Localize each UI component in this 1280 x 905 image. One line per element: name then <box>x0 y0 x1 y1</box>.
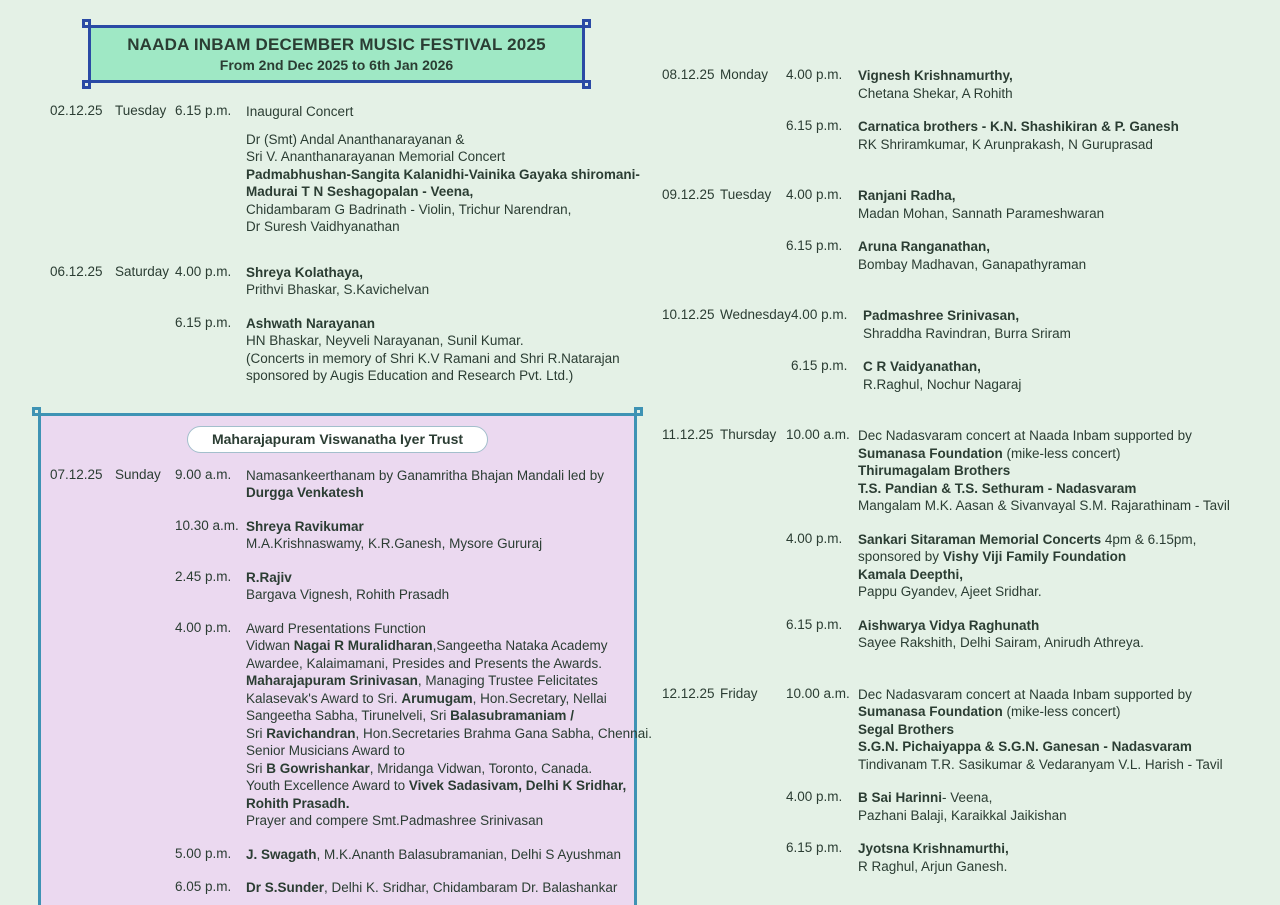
event-line <box>246 879 634 897</box>
event-line <box>858 858 1272 876</box>
corner-ornament-icon <box>582 19 591 28</box>
event-lines <box>246 846 634 864</box>
event-line <box>246 131 638 149</box>
event-line <box>863 325 1272 343</box>
artist-name: Ashwath Narayanan <box>246 315 376 331</box>
artist-name: Padmabhushan-Sangita Kalanidhi-Vainika Gayaka shiromani- <box>246 166 640 182</box>
event-block <box>650 67 1272 153</box>
artist-name: Shreya Kolathaya, <box>246 264 364 280</box>
event-date: 11.12.25 <box>662 427 714 442</box>
event-line <box>858 789 1272 807</box>
event-text: Award Presentations Function <box>246 620 426 636</box>
event-line <box>246 148 638 166</box>
event-line <box>863 376 1272 394</box>
event-slots <box>175 466 652 897</box>
event-time: 6.15 p.m. <box>791 358 848 373</box>
event-lines <box>858 118 1272 153</box>
event-text: Dr Suresh Vaidhyanathan <box>246 219 400 234</box>
event-line <box>858 427 1272 445</box>
artist-name: Thirumagalam Brothers <box>858 463 1011 478</box>
event-line <box>246 103 638 121</box>
corner-ornament-icon <box>634 407 643 416</box>
artist-name: T.S. Pandian & T.S. Sethuram - Nadasvaram <box>858 480 1137 496</box>
event-lines <box>858 686 1272 774</box>
event-line <box>246 350 638 368</box>
event-day: Saturday <box>115 263 170 279</box>
event-text: Youth Excellence Award to <box>246 778 409 793</box>
event-slot <box>786 187 1272 222</box>
artist-name: Vivek Sadasivam, Delhi K Sridhar, <box>408 778 627 793</box>
event-line <box>246 367 638 385</box>
event-slot <box>175 467 634 502</box>
event-day: Monday <box>720 67 769 82</box>
event-day: Friday <box>720 685 758 701</box>
event-slot <box>786 840 1272 875</box>
event-date: 02.12.25 <box>50 103 103 118</box>
event-line <box>858 445 1272 463</box>
event-slot <box>786 427 1272 515</box>
event-line <box>246 201 638 219</box>
event-text: Vidwan <box>246 638 294 653</box>
artist-name: S.G.N. Pichaiyappa & S.G.N. Ganesan - Nadasvaram <box>858 739 1192 754</box>
event-slot <box>791 307 1272 342</box>
event-lines <box>246 264 638 299</box>
event-text: HN Bhaskar, Neyveli Narayanan, Sunil Kumar. <box>246 333 524 348</box>
event-line <box>246 121 638 131</box>
event-time: 10.30 a.m. <box>175 517 239 533</box>
festival-header-box <box>88 25 585 83</box>
event-text: Awardee, Kalaimamani, Presides and Presents the Awards. <box>246 655 602 671</box>
event-slot <box>786 118 1272 153</box>
event-slot <box>175 846 634 864</box>
corner-ornament-icon <box>32 407 41 416</box>
event-lines <box>246 518 634 553</box>
artist-name: Ravichandran <box>266 725 356 741</box>
event-text: sponsored by Augis Education and Research Pvt. Ltd.) <box>246 368 574 383</box>
event-time: 6.15 p.m. <box>786 238 843 253</box>
event-time: 10.00 a.m. <box>786 685 850 701</box>
event-text: R.Raghul, Nochur Nagaraj <box>863 376 1022 392</box>
event-line <box>246 484 634 502</box>
event-text: Pappu Gyandev, Ajeet Sridhar. <box>858 584 1042 599</box>
event-line <box>246 777 634 795</box>
event-text: Mangalam M.K. Aasan & Sivanvayal S.M. Rajarathinam - Tavil <box>858 498 1230 513</box>
event-block <box>38 103 638 236</box>
event-slot <box>786 531 1272 601</box>
corner-ornament-icon <box>82 19 91 28</box>
event-line <box>246 672 634 690</box>
event-line <box>858 686 1272 704</box>
schedule-right-column <box>650 67 1272 905</box>
event-text: Sri <box>246 725 267 741</box>
event-text: M.A.Krishnaswamy, K.R.Ganesh, Mysore Gururaj <box>246 536 543 551</box>
event-day: Tuesday <box>720 187 772 202</box>
event-text: sponsored by <box>858 549 943 564</box>
event-line <box>858 118 1272 136</box>
event-line <box>246 637 634 655</box>
event-lines <box>246 315 638 385</box>
event-slots <box>786 686 1272 876</box>
event-line <box>858 756 1272 774</box>
event-time: 10.00 a.m. <box>786 427 850 442</box>
event-day: Thursday <box>720 427 777 442</box>
event-time: 4.00 p.m. <box>786 67 843 82</box>
event-text: Sayee Rakshith, Delhi Sairam, Anirudh Athreya. <box>858 635 1144 650</box>
event-lines <box>858 187 1272 222</box>
trust-label-pill: Maharajapuram Viswanatha Iyer Trust <box>187 426 488 453</box>
event-line <box>858 85 1272 103</box>
event-line <box>858 256 1272 274</box>
artist-name: Rohith Prasadh. <box>246 795 350 811</box>
artist-name: Balasubramaniam / <box>450 708 574 723</box>
event-text: Tindivanam T.R. Sasikumar & Vedaranyam V.L. Harish - Tavil <box>858 756 1223 772</box>
event-slot <box>175 315 638 385</box>
artist-name: Shreya Ravikumar <box>246 518 364 534</box>
event-line <box>246 264 638 282</box>
event-day: Tuesday <box>115 103 167 118</box>
event-line <box>858 566 1272 584</box>
event-text: Prithvi Bhaskar, S.Kavichelvan <box>246 282 430 297</box>
event-lines <box>246 569 634 604</box>
event-lines <box>863 307 1272 342</box>
event-line <box>858 617 1272 635</box>
event-line <box>246 760 634 778</box>
event-slot <box>786 617 1272 652</box>
event-line <box>858 136 1272 154</box>
event-time: 6.15 p.m. <box>175 314 232 330</box>
event-lines <box>858 617 1272 652</box>
event-line <box>246 742 634 760</box>
artist-name: R.Rajiv <box>246 569 292 585</box>
event-date: 12.12.25 <box>662 685 715 701</box>
event-time: 6.15 p.m. <box>786 840 843 855</box>
event-line <box>858 238 1272 256</box>
event-text: Shraddha Ravindran, Burra Sriram <box>863 325 1071 341</box>
artist-name: J. Swagath <box>246 846 317 862</box>
event-slot <box>786 67 1272 102</box>
event-lines <box>246 879 634 897</box>
event-date: 09.12.25 <box>662 187 715 202</box>
event-date: 07.12.25 <box>50 466 103 482</box>
event-slot <box>175 879 634 897</box>
event-time: 4.00 p.m. <box>786 530 843 546</box>
event-line <box>246 655 634 673</box>
artist-name: B Gowrishankar <box>266 760 370 776</box>
event-slot <box>175 619 652 830</box>
event-slot <box>786 686 1272 774</box>
festival-date-range: From 2nd Dec 2025 to 6th Jan 2026 <box>219 57 454 73</box>
event-text: RK Shriramkumar, K Arunprakash, N Guruprasad <box>858 136 1153 152</box>
trust-section-box <box>38 413 652 905</box>
event-text: Dr (Smt) Andal Ananthanarayanan & <box>246 131 465 147</box>
artist-name: Dr S.Sunder <box>246 880 325 895</box>
event-line <box>858 738 1272 756</box>
event-time: 4.00 p.m. <box>786 187 843 202</box>
event-time: 6.05 p.m. <box>175 879 232 894</box>
event-line <box>858 548 1272 566</box>
event-time: 6.15 p.m. <box>786 118 843 133</box>
event-text: Sri V. Ananthanarayanan Memorial Concert <box>246 149 506 164</box>
event-line <box>858 205 1272 223</box>
event-line <box>246 812 634 830</box>
event-line <box>858 721 1272 739</box>
event-lines <box>858 67 1272 102</box>
event-slot <box>786 789 1272 824</box>
event-slots <box>175 103 638 236</box>
event-text: Dec Nadasvaram concert at Naada Inbam supported by <box>858 686 1192 702</box>
event-text: Senior Musicians Award to <box>246 743 405 758</box>
event-date: 10.12.25 <box>662 307 715 322</box>
event-text: , Managing Trustee Felicitates <box>417 673 598 688</box>
artist-name: Nagai R Muralidharan <box>293 638 433 653</box>
event-text: , Hon.Secretary, Nellai <box>472 690 607 706</box>
event-date: 06.12.25 <box>50 263 103 279</box>
artist-name: Sumanasa Foundation <box>858 704 1003 719</box>
event-text: , M.K.Ananth Balasubramanian, Delhi S Ayushman <box>316 846 621 862</box>
event-line <box>246 846 634 864</box>
event-line <box>858 583 1272 601</box>
event-line <box>858 462 1272 480</box>
event-time: 9.00 a.m. <box>175 466 232 482</box>
event-line <box>246 467 634 485</box>
event-line <box>246 183 638 201</box>
event-slots <box>175 264 638 385</box>
event-slots <box>786 67 1272 153</box>
event-text: Prayer and compere Smt.Padmashree Srinivasan <box>246 813 544 828</box>
event-slot <box>175 569 634 604</box>
event-lines <box>858 789 1272 824</box>
event-text: Madan Mohan, Sannath Parameshwaran <box>858 205 1105 221</box>
event-text: Kalasevak's Award to Sri. <box>246 690 402 706</box>
event-lines <box>246 620 652 830</box>
event-line <box>863 307 1272 325</box>
event-block <box>650 187 1272 273</box>
event-text: Bargava Vignesh, Rohith Prasadh <box>246 587 450 602</box>
event-line <box>863 358 1272 376</box>
event-time: 5.00 p.m. <box>175 845 232 861</box>
event-date: 08.12.25 <box>662 67 715 82</box>
event-text: Sri <box>246 760 267 776</box>
event-block <box>38 264 638 385</box>
event-text: Pazhani Balaji, Karaikkal Jaikishan <box>858 807 1067 823</box>
artist-name: Carnatica brothers - K.N. Shashikiran & P. Ganesh <box>858 119 1179 134</box>
event-slots <box>786 187 1272 273</box>
event-text: (mike-less concert) <box>1002 704 1121 719</box>
event-slot <box>175 264 638 299</box>
event-line <box>858 703 1272 721</box>
artist-name: B Sai Harinni <box>858 790 943 805</box>
artist-name: Aruna Ranganathan, <box>858 239 991 254</box>
event-text: Bombay Madhavan, Ganapathyraman <box>858 256 1087 272</box>
event-slot <box>175 518 634 553</box>
event-lines <box>863 358 1272 393</box>
event-line <box>858 840 1272 858</box>
event-line <box>246 586 634 604</box>
artist-name: Aishwarya Vidya Raghunath <box>858 617 1040 633</box>
schedule-left-column <box>38 103 652 905</box>
event-text: R Raghul, Arjun Ganesh. <box>858 858 1008 874</box>
event-text: Chetana Shekar, A Rohith <box>858 85 1013 101</box>
event-slots <box>786 427 1272 652</box>
event-line <box>246 690 634 708</box>
event-day: Wednesday <box>720 307 792 322</box>
event-lines <box>246 103 638 236</box>
event-lines <box>858 531 1272 601</box>
artist-name: Durgga Venkatesh <box>246 485 364 500</box>
corner-ornament-icon <box>582 80 591 89</box>
event-line <box>246 707 634 725</box>
event-line <box>858 480 1272 498</box>
event-text: 4pm & 6.15pm, <box>1101 531 1197 547</box>
event-lines <box>246 467 634 502</box>
event-lines <box>858 840 1272 875</box>
event-line <box>246 218 638 236</box>
event-line <box>858 531 1272 549</box>
event-lines <box>858 427 1272 515</box>
event-text: (mike-less concert) <box>1002 445 1121 461</box>
event-text: Dec Nadasvaram concert at Naada Inbam supported by <box>858 428 1192 443</box>
event-line <box>858 67 1272 85</box>
event-text: - Veena, <box>942 790 993 805</box>
event-text: (Concerts in memory of Shri K.V Ramani and Shri R.Natarajan <box>246 350 620 366</box>
event-block <box>650 307 1272 393</box>
artist-name: Ranjani Radha, <box>858 188 956 203</box>
event-text: Inaugural Concert <box>246 104 354 119</box>
event-time: 2.45 p.m. <box>175 568 232 584</box>
event-line <box>246 725 652 743</box>
artist-name: Segal Brothers <box>858 721 955 737</box>
event-line <box>858 807 1272 825</box>
artist-name: C R Vaidyanathan, <box>863 359 981 374</box>
event-line <box>858 187 1272 205</box>
artist-name: Padmashree Srinivasan, <box>863 308 1020 323</box>
event-text: Namasankeerthanam by Ganamritha Bhajan Mandali led by <box>246 467 604 483</box>
event-line <box>246 535 634 553</box>
artist-name: Sumanasa Foundation <box>858 445 1003 461</box>
artist-name: Madurai T N Seshagopalan - Veena, <box>246 184 474 199</box>
event-time: 6.15 p.m. <box>175 103 232 118</box>
event-block <box>41 466 652 897</box>
event-text: , Hon.Secretaries Brahma Gana Sabha, Chennai. <box>355 725 652 741</box>
festival-title: NAADA INBAM DECEMBER MUSIC FESTIVAL 2025 <box>127 35 546 54</box>
artist-name: Maharajapuram Srinivasan <box>246 673 418 688</box>
event-text: , Mridanga Vidwan, Toronto, Canada. <box>369 760 593 776</box>
event-line <box>858 634 1272 652</box>
corner-ornament-icon <box>82 80 91 89</box>
artist-name: Kamala Deepthi, <box>858 566 964 582</box>
artist-name: Vignesh Krishnamurthy, <box>858 68 1013 83</box>
event-line <box>246 620 634 638</box>
artist-name: Arumugam <box>401 690 473 706</box>
event-block <box>650 686 1272 876</box>
event-text: ,Sangeetha Nataka Academy <box>432 638 608 653</box>
artist-name: Sankari Sitaraman Memorial Concerts <box>858 531 1102 547</box>
event-line <box>246 166 638 184</box>
event-slots <box>791 307 1272 393</box>
event-block <box>650 427 1272 652</box>
event-line <box>246 281 638 299</box>
event-time: 6.15 p.m. <box>786 616 843 632</box>
event-line <box>246 569 634 587</box>
event-time: 4.00 p.m. <box>175 263 232 279</box>
event-text: Chidambaram G Badrinath - Violin, Trichur Narendran, <box>246 201 572 217</box>
event-text: , Delhi K. Sridhar, Chidambaram Dr. Balashankar <box>324 880 618 895</box>
event-line <box>246 315 638 333</box>
event-lines <box>858 238 1272 273</box>
event-time: 4.00 p.m. <box>786 789 843 804</box>
event-line <box>246 518 634 536</box>
artist-name: Jyotsna Krishnamurthi, <box>858 841 1009 856</box>
event-time: 4.00 p.m. <box>175 619 232 635</box>
event-line <box>858 497 1272 515</box>
event-day: Sunday <box>115 466 161 482</box>
event-time: 4.00 p.m. <box>791 307 848 322</box>
artist-name: Vishy Viji Family Foundation <box>942 549 1127 564</box>
event-line <box>246 332 638 350</box>
event-slot <box>175 103 638 236</box>
event-slot <box>791 358 1272 393</box>
event-slot <box>786 238 1272 273</box>
event-line <box>246 795 634 813</box>
event-text: Sangeetha Sabha, Tirunelveli, Sri <box>246 708 451 723</box>
